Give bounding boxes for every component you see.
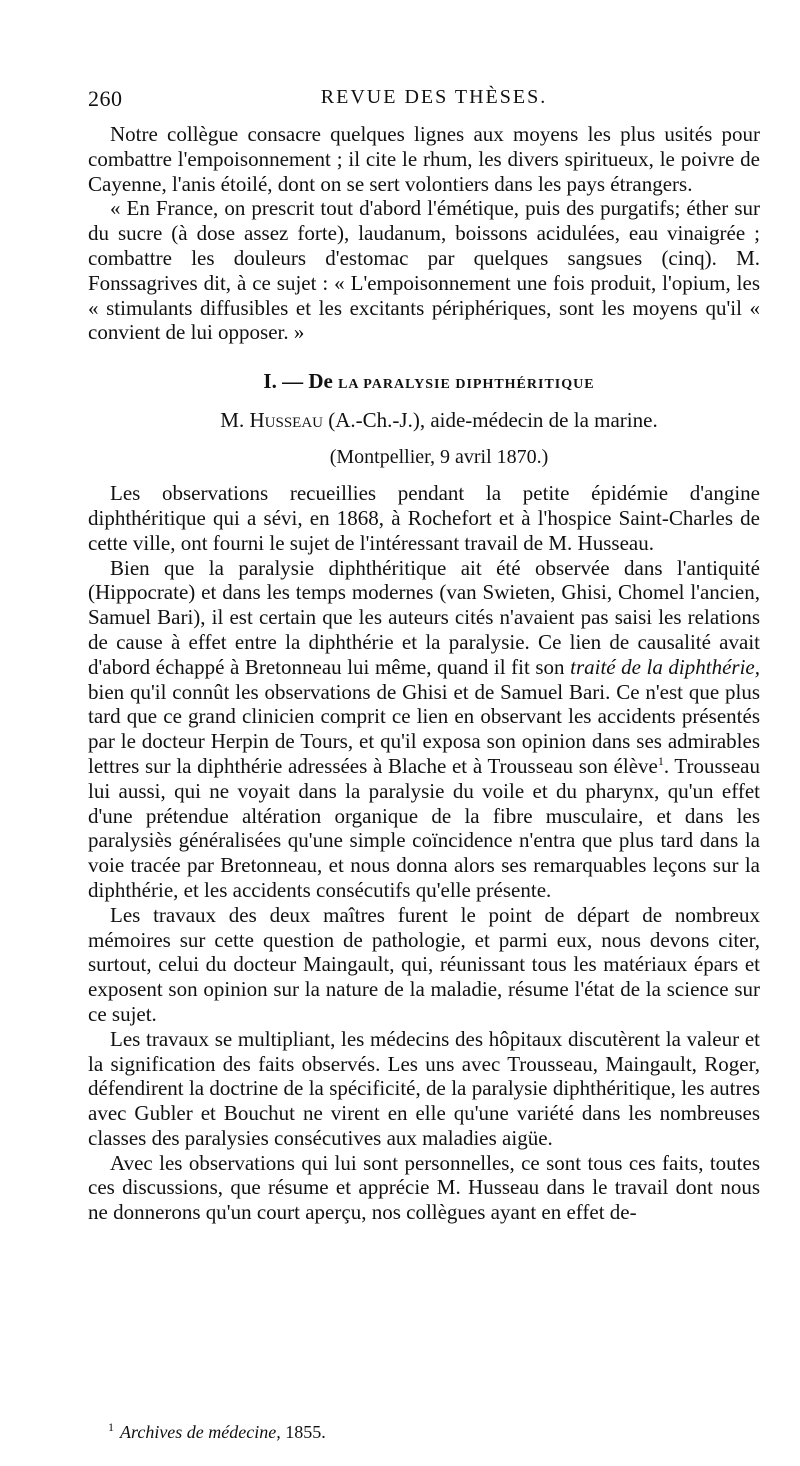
running-head [88,86,760,118]
paragraph-discussions: Les travaux se multipliant, les médecins des hôpitaux discutèrent la valeur et la signification des faits observés. Les uns avec Trousseau, Maingault, Roger, défendirent la doctrine de la spécificité, de la paralysie diphthéritique, les autres avec Gubler et Bouchut ne virent en elle qu'une variété dans les nombreuses classes des paralysies consécutives aux maladies aigüe. [88,1026,760,1150]
section-title-de: De [308,369,333,394]
paragraph-summary: Avec les observations qui lui sont personnelles, ce sont tous ces faits, toutes ces discussions, que résume et apprécie M. Husseau dans le travail dont nous ne donnerons qu'un court aperçu, nos collègues ayant en effet de- [88,1150,760,1225]
author-prefix: M. [220,408,245,433]
paragraph-masters: Les travaux des deux maîtres furent le point de départ de nombreux mémoires sur cette question de pathologie, et parmi eux, nous devons citer, surtout, celui du docteur Maingault, qui, réunissant tous les matériaux épars et exposent son opinion sur la nature de la maladie, résume l'état de la science sur ce sujet. [88,902,760,1026]
footnote-number: 1 [108,1420,114,1434]
section-title-rest: LA PARALYSIE DIPHTHÉRITIQUE [338,377,595,393]
history-text-b: bien qu'il connût les observations de Ghisi et de Samuel Bari. Ce n'est que plus tard que ce grand clinicien comprit ce lien en observant les accidents présentés par le docteur Herpin de Tours, et qu'il exposa son opinion dans ses admirables lettres sur la diphthérie adressées à Blache et à Trousseau son élève [88,679,760,778]
paragraph-france-treatment: « En France, on prescrit tout d'abord l'émétique, puis des purgatifs; éther sur du sucre (à dose assez forte), laudanum, boissons acidulées, eau vinaigrée ; combattre les douleurs d'estomac par quelques sangsues (cinq). M. Fonssagrives dit, à ce sujet : « L'empoisonnement une fois produit, l'opium, les « stimulants diffusibles et les excitants périphériques, sont les moyens qu'il « convient de lui opposer. » [88,196,760,345]
paragraph-remedies: Notre collègue consacre quelques lignes aux moyens les plus usités pour combattre l'empoisonnement ; il cite le rhum, les divers spiritueux, le poivre de Cayenne, l'anis étoilé, dont on se sert volontiers dans les pays étrangers. [88,122,760,196]
footnote-title: Archives de médecine, [120,1422,281,1442]
author-details: (A.-Ch.-J.), aide-médecin de la marine. [328,408,658,433]
footnote-year: 1855. [285,1422,326,1442]
page-number: 260 [88,86,123,111]
running-title: REVUE DES THÈSES. [320,86,548,108]
footnote-ref: 1 [657,753,664,768]
place-date: (Montpellier, 9 avril 1870.) [329,446,549,469]
paragraph-history [88,556,760,903]
section-number: I. — [263,369,304,394]
paragraph-observations: Les observations recueillies pendant la petite épidémie d'angine diphthéritique qui a sévi, en 1868, à Rochefort et à l'hospice Saint-Charles de cette ville, ont fourni le sujet de l'intéressant travail de M. Husseau. [88,481,760,555]
treatise-title: traité de la diphthérie, [570,654,760,679]
history-text-c: . Trousseau lui aussi, qui ne voyait dans la paralysie du voile et du pharynx, qu'un effet d'une prétendue altération organique de la fibre musculaire, et dans les paralysiès généralisées qu'une simple coïncidence n'entra que plus tard dans la voie tracée par Bretonneau, et nous donna alors ses remarquables leçons sur la diphthérie, et les accidents consécutifs qu'elle présente. [88,753,760,902]
history-text-a: Bien que la paralysie diphthéritique ait été observée dans l'antiquité (Hippocrate) et dans les temps modernes (van Swieten, Ghisi, Chomel l'ancien, Samuel Bari), il est certain que les auteurs cités n'avaient pas saisi les relations de cause à effet entre la diphthérie et la paralysie. Ce lien de causalité avait d'abord échappé à Bretonneau lui même, quand il fit son [88,555,760,679]
section-title [88,367,760,399]
author-line [88,405,760,435]
body-text [88,122,760,1225]
footnote [108,1416,326,1443]
author-name: Husseau [249,408,323,433]
